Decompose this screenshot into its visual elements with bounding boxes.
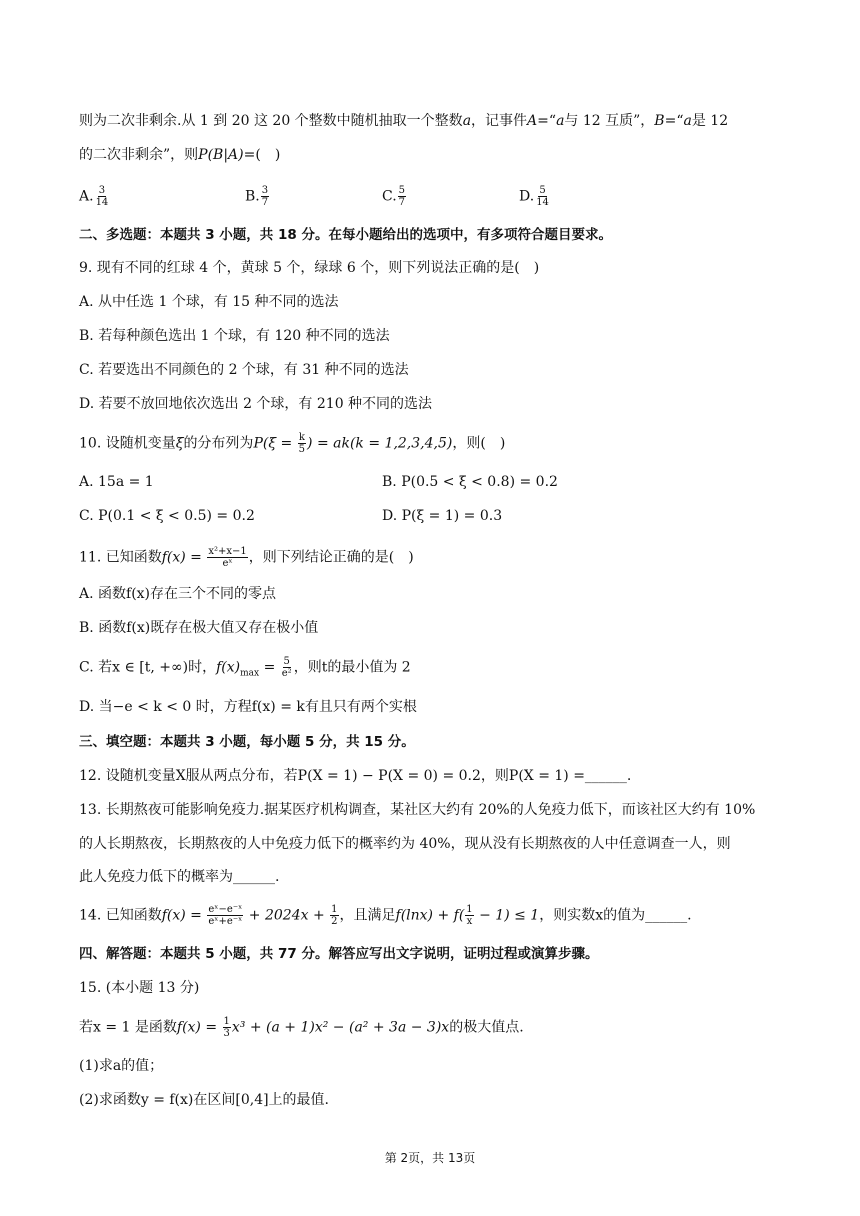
fraction	[281, 656, 293, 679]
q10-option-d: D. P(ξ = 1) = 0.3	[382, 508, 503, 524]
q8-line-1	[79, 111, 728, 131]
q8-text: 与 12 互质”，	[564, 113, 655, 129]
numerator: 1	[331, 904, 338, 915]
fraction	[330, 904, 338, 927]
fraction	[261, 185, 269, 208]
q11-text: ，则t的最小值为 2	[293, 659, 411, 676]
option-label: A.	[79, 188, 94, 205]
q15-part-2: (2)求函数y = f(x)在区间[0,4]上的最值.	[79, 1092, 330, 1108]
q14-stem	[79, 904, 692, 927]
conditional-prob: P(B|A)	[198, 147, 244, 163]
denominator: eˣ+e⁻ˣ	[208, 916, 243, 927]
q15-formula: x³ + (a + 1)x² − (a² + 3a − 3)x	[231, 1019, 450, 1036]
q9-option-d: D. 若要不放回地依次选出 2 个球，有 210 种不同的选法	[79, 396, 433, 412]
q15-text: 若x = 1 是函数	[79, 1019, 177, 1036]
q14-formula: + 2024x +	[244, 907, 330, 924]
numerator: 5	[398, 185, 406, 196]
var-A: A	[527, 113, 538, 129]
q15-stem	[79, 1016, 524, 1039]
section-heading-multi-choice: 二、多选题：本题共 3 小题，共 18 分。在每小题给出的选项中，有多项符合题目要求。	[79, 227, 612, 243]
q8-line-2	[79, 145, 280, 165]
fraction	[298, 432, 306, 455]
var-a: a	[556, 113, 565, 129]
fraction	[95, 185, 110, 208]
numerator: 3	[98, 185, 106, 196]
denominator: x	[466, 916, 473, 927]
q11-text: =	[259, 659, 280, 676]
q8-text: =“	[537, 113, 557, 129]
q15-heading: 15. (本小题 13 分)	[79, 980, 200, 996]
fraction	[535, 185, 550, 208]
q8-option-b	[245, 185, 270, 208]
option-label: B.	[245, 188, 260, 205]
q11-text: ，则下列结论正确的是( )	[248, 549, 414, 566]
q10-option-b: B. P(0.5 < ξ < 0.8) = 0.2	[382, 474, 558, 490]
q10-text: ，则( )	[452, 435, 506, 452]
q8-option-c	[382, 185, 407, 208]
denominator: 2	[331, 916, 338, 927]
q10-text: 的分布列为	[183, 435, 254, 452]
q14-text: 14. 已知函数	[79, 907, 162, 924]
denominator: 7	[261, 197, 269, 208]
q14-formula: f(x) =	[161, 907, 207, 924]
numerator: 1	[223, 1016, 230, 1027]
numerator: 5	[283, 656, 290, 667]
fraction	[207, 546, 247, 569]
q14-formula: f(lnx) + f(	[395, 907, 465, 924]
option-label: D.	[519, 188, 535, 205]
numerator: k	[298, 432, 305, 443]
section-heading-fill-blank: 三、填空题：本题共 3 小题，每小题 5 分，共 15 分。	[79, 734, 415, 750]
denominator: 14	[95, 197, 109, 208]
q14-text: ，则实数x的值为______.	[539, 907, 692, 924]
q11-stem	[79, 546, 414, 569]
q13-line-3: 此人免疫力低下的概率为______.	[79, 869, 280, 885]
numerator: x²+x−1	[208, 546, 247, 557]
q10-stem	[79, 432, 505, 455]
q11-option-c	[79, 656, 411, 679]
numerator: eˣ−e⁻ˣ	[208, 904, 243, 915]
q11-formula: f(x) =	[161, 549, 207, 566]
q9-option-c: C. 若要选出不同颜色的 2 个球，有 31 种不同的选法	[79, 362, 409, 378]
var-a: a	[683, 113, 692, 129]
numerator: 5	[539, 185, 546, 196]
q11-text: C. 若x ∈ [t, +∞)时，	[79, 659, 217, 676]
option-label: C.	[382, 188, 397, 205]
q10-formula: ) = ak(k = 1,2,3,4,5)	[307, 435, 453, 452]
fraction	[223, 1016, 231, 1039]
denominator: eˣ	[222, 558, 233, 569]
denominator: 3	[223, 1028, 230, 1039]
q14-text: ，且满足	[339, 907, 396, 924]
fraction	[207, 904, 243, 927]
q8-text: 的二次非剩余”，则	[79, 147, 199, 163]
q8-option-d	[519, 185, 551, 208]
q11-text: 11. 已知函数	[79, 549, 162, 566]
denominator: e²	[281, 668, 292, 679]
q8-option-a	[79, 185, 110, 208]
q15-formula: f(x) =	[176, 1019, 222, 1036]
denominator: 5	[298, 444, 306, 455]
q8-text: 是 12	[691, 113, 729, 129]
q10-option-a: A. 15a = 1	[79, 474, 154, 490]
q8-text: =“	[664, 113, 684, 129]
q12-stem: 12. 设随机变量X服从两点分布，若P(X = 1) − P(X = 0) = 0.2，则P(X = 1) =______.	[79, 768, 632, 784]
q8-text: 则为二次非剩余.从 1 到 20 这 20 个整数中随机抽取一个整数	[79, 113, 463, 129]
q14-formula: − 1) ≤ 1	[474, 907, 540, 924]
denominator: 14	[536, 197, 549, 208]
fraction	[398, 185, 406, 208]
q9-stem: 9. 现有不同的红球 4 个，黄球 5 个，绿球 6 个，则下列说法正确的是( )	[79, 260, 540, 276]
q10-formula: P(ξ =	[253, 435, 297, 452]
numerator: 3	[261, 185, 269, 196]
subscript: max	[240, 668, 260, 679]
q15-text: 的极大值点.	[449, 1019, 524, 1036]
var-xi: ξ	[175, 435, 184, 452]
var-a: a	[462, 113, 472, 129]
q11-option-d: D. 当−e < k < 0 时，方程f(x) = k有且只有两个实根	[79, 699, 417, 715]
q13-line-1: 13. 长期熬夜可能影响免疫力.据某医疗机构调查，某社区大约有 20%的人免疫力低下，而该社区大约有 10%	[79, 802, 756, 818]
q9-option-a: A. 从中任选 1 个球，有 15 种不同的选法	[79, 294, 339, 310]
q8-text: ，记事件	[471, 113, 528, 129]
section-heading-solution: 四、解答题：本题共 5 小题，共 77 分。解答应写出文字说明，证明过程或演算步骤。	[79, 946, 599, 962]
q15-part-1: (1)求a的值；	[79, 1058, 164, 1074]
q13-line-2: 的人长期熬夜，长期熬夜的人中免疫力低下的概率约为 40%，现从没有长期熬夜的人中任意调查一人，则	[79, 836, 731, 852]
page-footer: 第 2页，共 13页	[384, 1151, 476, 1165]
q11-option-a: A. 函数f(x)存在三个不同的零点	[79, 586, 277, 602]
q11-option-b: B. 函数f(x)既存在极大值又存在极小值	[79, 620, 319, 636]
numerator: 1	[466, 904, 473, 915]
q9-option-b: B. 若每种颜色选出 1 个球，有 120 种不同的选法	[79, 328, 390, 344]
q10-text: 10. 设随机变量	[79, 435, 176, 452]
var-B: B	[654, 113, 665, 129]
q11-formula: f(x)	[216, 659, 241, 676]
q10-option-c: C. P(0.1 < ξ < 0.5) = 0.2	[79, 508, 255, 524]
fraction	[465, 904, 473, 927]
q8-text: =( )	[243, 147, 281, 163]
denominator: 7	[398, 197, 406, 208]
